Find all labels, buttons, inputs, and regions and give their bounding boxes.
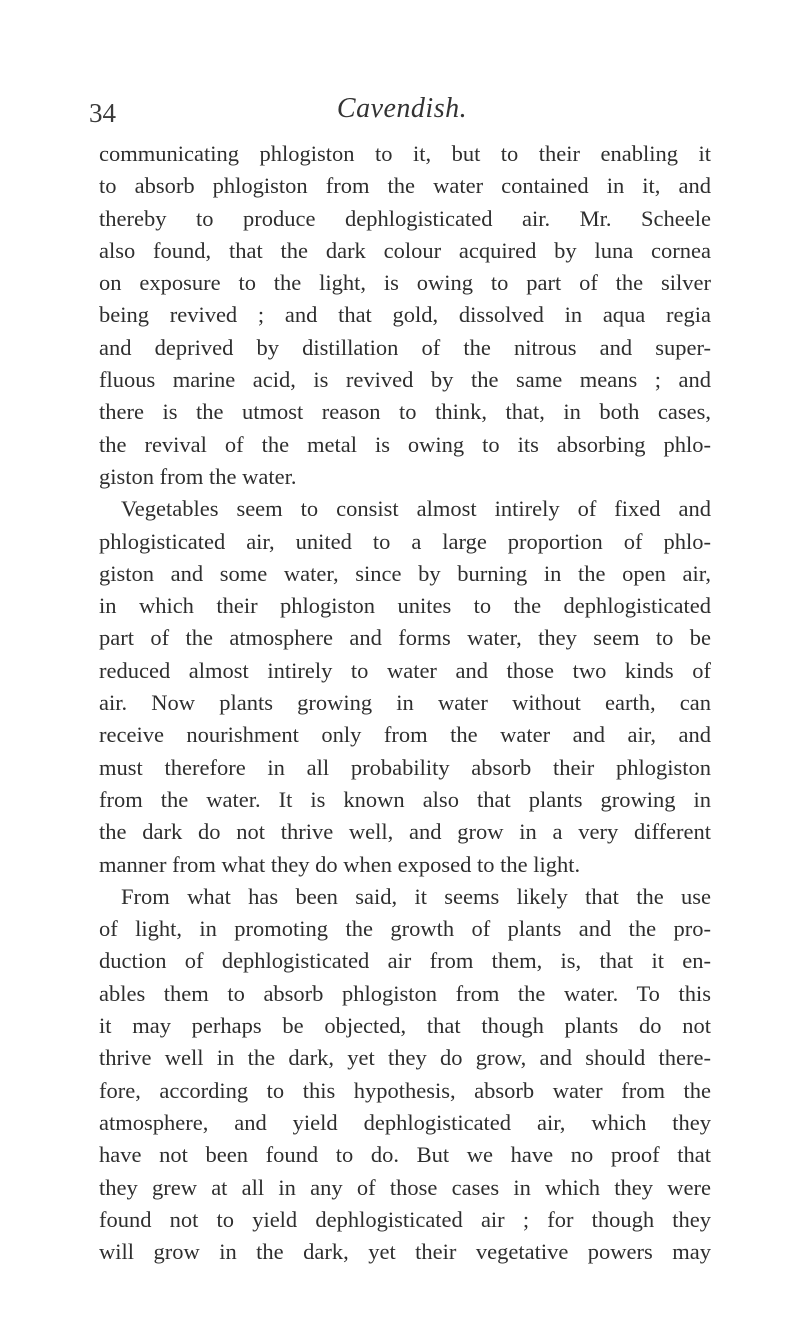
text-line: atmosphere, and yield dephlogisticated air, which they [99, 1109, 711, 1135]
text-line: also found, that the dark colour acquired by luna cornea [99, 237, 711, 263]
text-line: the revival of the metal is owing to its absorbing phlo- [99, 431, 711, 457]
text-line: phlogisticated air, united to a large proportion of phlo- [99, 528, 711, 554]
body-text [99, 138, 711, 1268]
text-line: air. Now plants growing in water without earth, can [99, 690, 711, 716]
text-line: thrive well in the dark, yet they do grow, and should there- [99, 1045, 711, 1071]
text-line: fluous marine acid, is revived by the same means ; and [99, 367, 711, 393]
text-line: reduced almost intirely to water and those two kinds of [99, 657, 711, 683]
text-line: to absorb phlogiston from the water contained in it, and [99, 173, 711, 199]
text-line: from the water. It is known also that plants growing in [99, 786, 711, 812]
text-line: ables them to absorb phlogiston from the water. To this [99, 980, 711, 1006]
text-line: fore, according to this hypothesis, absorb water from the [99, 1077, 711, 1103]
text-line: they grew at all in any of those cases in which they were [99, 1174, 711, 1200]
text-line: being revived ; and that gold, dissolved in aqua regia [99, 302, 711, 328]
text-line: manner from what they do when exposed to the light. [99, 851, 581, 877]
text-line: the dark do not thrive well, and grow in a very different [99, 819, 711, 845]
text-line: From what has been said, it seems likely that the use [121, 883, 711, 909]
text-line: must therefore in all probability absorb their phlogiston [99, 754, 711, 780]
text-line: of light, in promoting the growth of plants and the pro- [99, 916, 711, 942]
text-line: part of the atmosphere and forms water, they seem to be [99, 625, 711, 651]
running-title: Cavendish. [336, 93, 468, 124]
text-line: giston from the water. [99, 463, 297, 489]
text-line: receive nourishment only from the water and air, and [99, 722, 711, 748]
text-line: it may perhaps be objected, that though plants do not [99, 1013, 711, 1039]
text-line: communicating phlogiston to it, but to their enabling it [99, 141, 711, 166]
text-line: duction of dephlogisticated air from them, is, that it en- [99, 948, 711, 974]
text-line: thereby to produce dephlogisticated air. Mr. Scheele [99, 205, 711, 231]
text-line: in which their phlogiston unites to the dephlogisticated [99, 593, 711, 619]
page-number: 34 [89, 98, 116, 128]
text-line: will grow in the dark, yet their vegetative powers may [99, 1239, 711, 1265]
text-line: on exposure to the light, is owing to part of the silver [99, 270, 711, 296]
text-line: there is the utmost reason to think, that, in both cases, [99, 399, 711, 425]
text-line: found not to yield dephlogisticated air ; for though they [99, 1206, 711, 1232]
text-line: Vegetables seem to consist almost intirely of fixed and [121, 496, 711, 522]
text-line: giston and some water, since by burning in the open air, [99, 560, 711, 586]
text-line: and deprived by distillation of the nitrous and super- [99, 334, 711, 360]
text-line: have not been found to do. But we have no proof that [99, 1142, 711, 1168]
